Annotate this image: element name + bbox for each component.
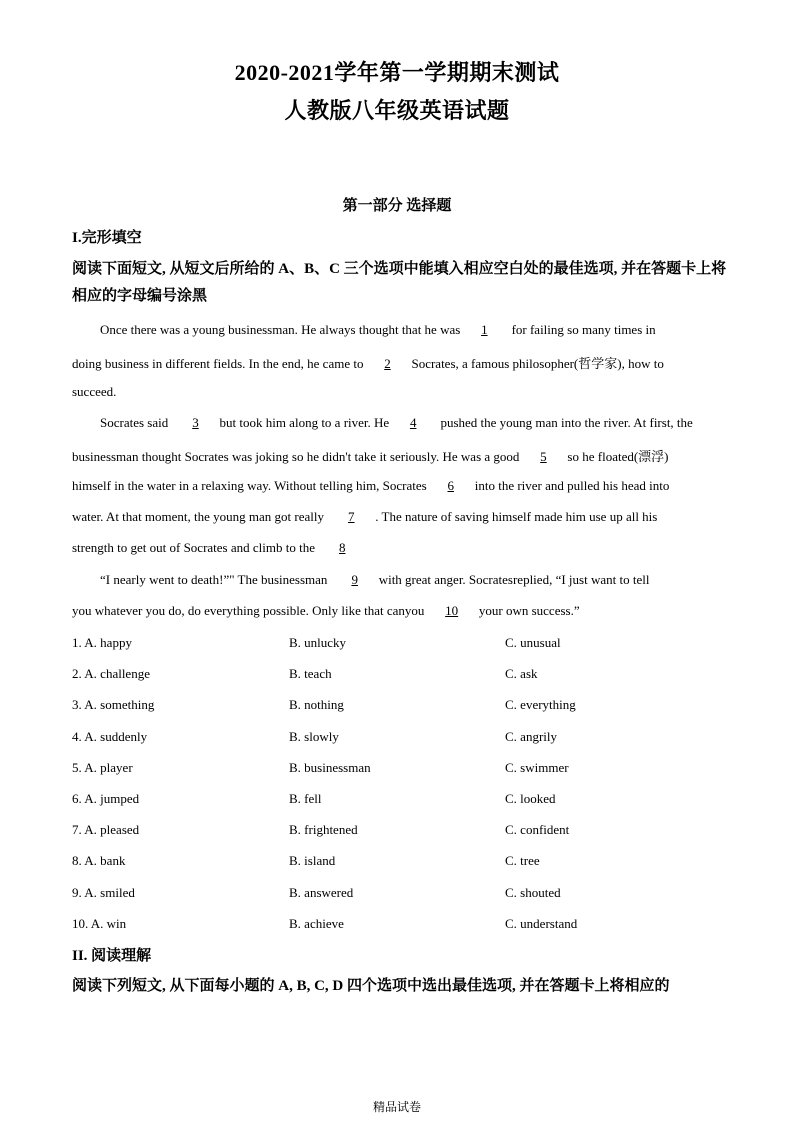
option-row <box>72 635 722 666</box>
passage-line: businessman thought Socrates was joking so he didn't take it seriously. He was a good 5 so he floated(漂浮) <box>72 449 669 464</box>
passage-line: himself in the water in a relaxing way. Without telling him, Socrates 6 into the river and pulled his head into <box>72 478 670 493</box>
passage-line: strength to get out of Socrates and climb to the 8 <box>72 540 742 556</box>
cloze-instruction: 阅读下面短文, 从短文后所给的 A、B、C 三个选项中能填入相应空白处的最佳选项, 并在答题卡上将相应的字母编号涂黑 <box>72 261 727 304</box>
option-c: C. confident <box>505 822 570 838</box>
option-row <box>72 666 722 697</box>
option-row <box>72 916 722 947</box>
option-a: 8. A. bank <box>72 853 126 869</box>
blank-10: 10 <box>445 603 459 618</box>
blank-4: 4 <box>409 415 417 430</box>
blank-7: 7 <box>348 509 355 524</box>
option-row <box>72 853 722 884</box>
answer-options <box>72 635 722 947</box>
blank-8: 8 <box>338 540 346 555</box>
option-c: C. understand <box>505 915 578 931</box>
option-b: B. businessman <box>289 759 371 775</box>
option-a: 2. A. challenge <box>72 666 150 682</box>
exam-subtitle: 人教版八年级英语试题 <box>284 98 510 123</box>
option-row <box>72 791 722 822</box>
passage-line: succeed. <box>72 384 117 399</box>
section-heading-reading: II. 阅读理解 <box>72 948 152 964</box>
option-b: B. achieve <box>289 915 344 931</box>
exam-title: 2020-2021学年第一学期期末测试 <box>234 60 560 85</box>
option-row <box>72 697 722 728</box>
option-c: C. shouted <box>505 884 561 900</box>
reading-instruction: 阅读下列短文, 从下面每小题的 A, B, C, D 四个选项中选出最佳选项, 并在答题卡上将相应的 <box>72 978 670 994</box>
section-heading-cloze: I.完形填空 <box>72 230 142 246</box>
option-a: 5. A. player <box>72 759 133 775</box>
option-c: C. tree <box>505 853 540 869</box>
blank-6: 6 <box>447 478 454 493</box>
passage-line: Socrates said 3 but took him along to a river. He 4 pushed the young man into the river. At first, the <box>100 415 693 430</box>
option-c: C. looked <box>505 790 556 806</box>
passage-line: you whatever you do, do everything possible. Only like that canyou 10 your own success.” <box>72 603 580 618</box>
option-row <box>72 760 722 791</box>
option-a: 6. A. jumped <box>72 790 140 806</box>
option-b: B. island <box>289 853 336 869</box>
option-b: B. teach <box>289 666 332 682</box>
passage-line: Once there was a young businessman. He always thought that he was 1 for failing so many times in <box>100 322 656 337</box>
blank-9: 9 <box>351 572 358 587</box>
passage-line: doing business in different fields. In the end, he came to 2 Socrates, a famous philosopher(哲学家), how to <box>72 356 664 371</box>
option-row <box>72 822 722 853</box>
option-row <box>72 729 722 760</box>
page-footer: 精品试卷 <box>372 1100 421 1114</box>
option-a: 4. A. suddenly <box>72 728 148 744</box>
blank-2: 2 <box>384 356 391 371</box>
option-b: B. answered <box>289 884 354 900</box>
option-c: C. ask <box>505 666 538 682</box>
blank-5: 5 <box>540 449 547 464</box>
blank-3: 3 <box>192 415 199 430</box>
option-a: 3. A. something <box>72 697 155 713</box>
passage-line: water. At that moment, the young man got really 7 . The nature of saving himself made him use up all his <box>72 509 658 524</box>
option-a: 7. A. pleased <box>72 822 140 838</box>
option-c: C. unusual <box>505 635 561 650</box>
option-c: C. swimmer <box>505 759 569 775</box>
passage-line: “I nearly went to death!”" The businessman 9 with great anger. Socratesreplied, “I just want to tell <box>100 572 650 587</box>
option-b: B. slowly <box>289 728 339 744</box>
option-c: C. everything <box>505 697 576 713</box>
blank-1: 1 <box>481 322 488 337</box>
option-row <box>72 885 722 916</box>
option-b: B. unlucky <box>289 635 347 650</box>
option-a: 1. A. happy <box>72 635 132 650</box>
option-c: C. angrily <box>505 728 557 744</box>
part-title: 第一部分 选择题 <box>342 198 452 214</box>
option-b: B. nothing <box>289 697 344 713</box>
option-b: B. fell <box>289 790 322 806</box>
option-a: 9. A. smiled <box>72 884 135 900</box>
option-b: B. frightened <box>289 822 358 838</box>
option-a: 10. A. win <box>72 915 127 931</box>
